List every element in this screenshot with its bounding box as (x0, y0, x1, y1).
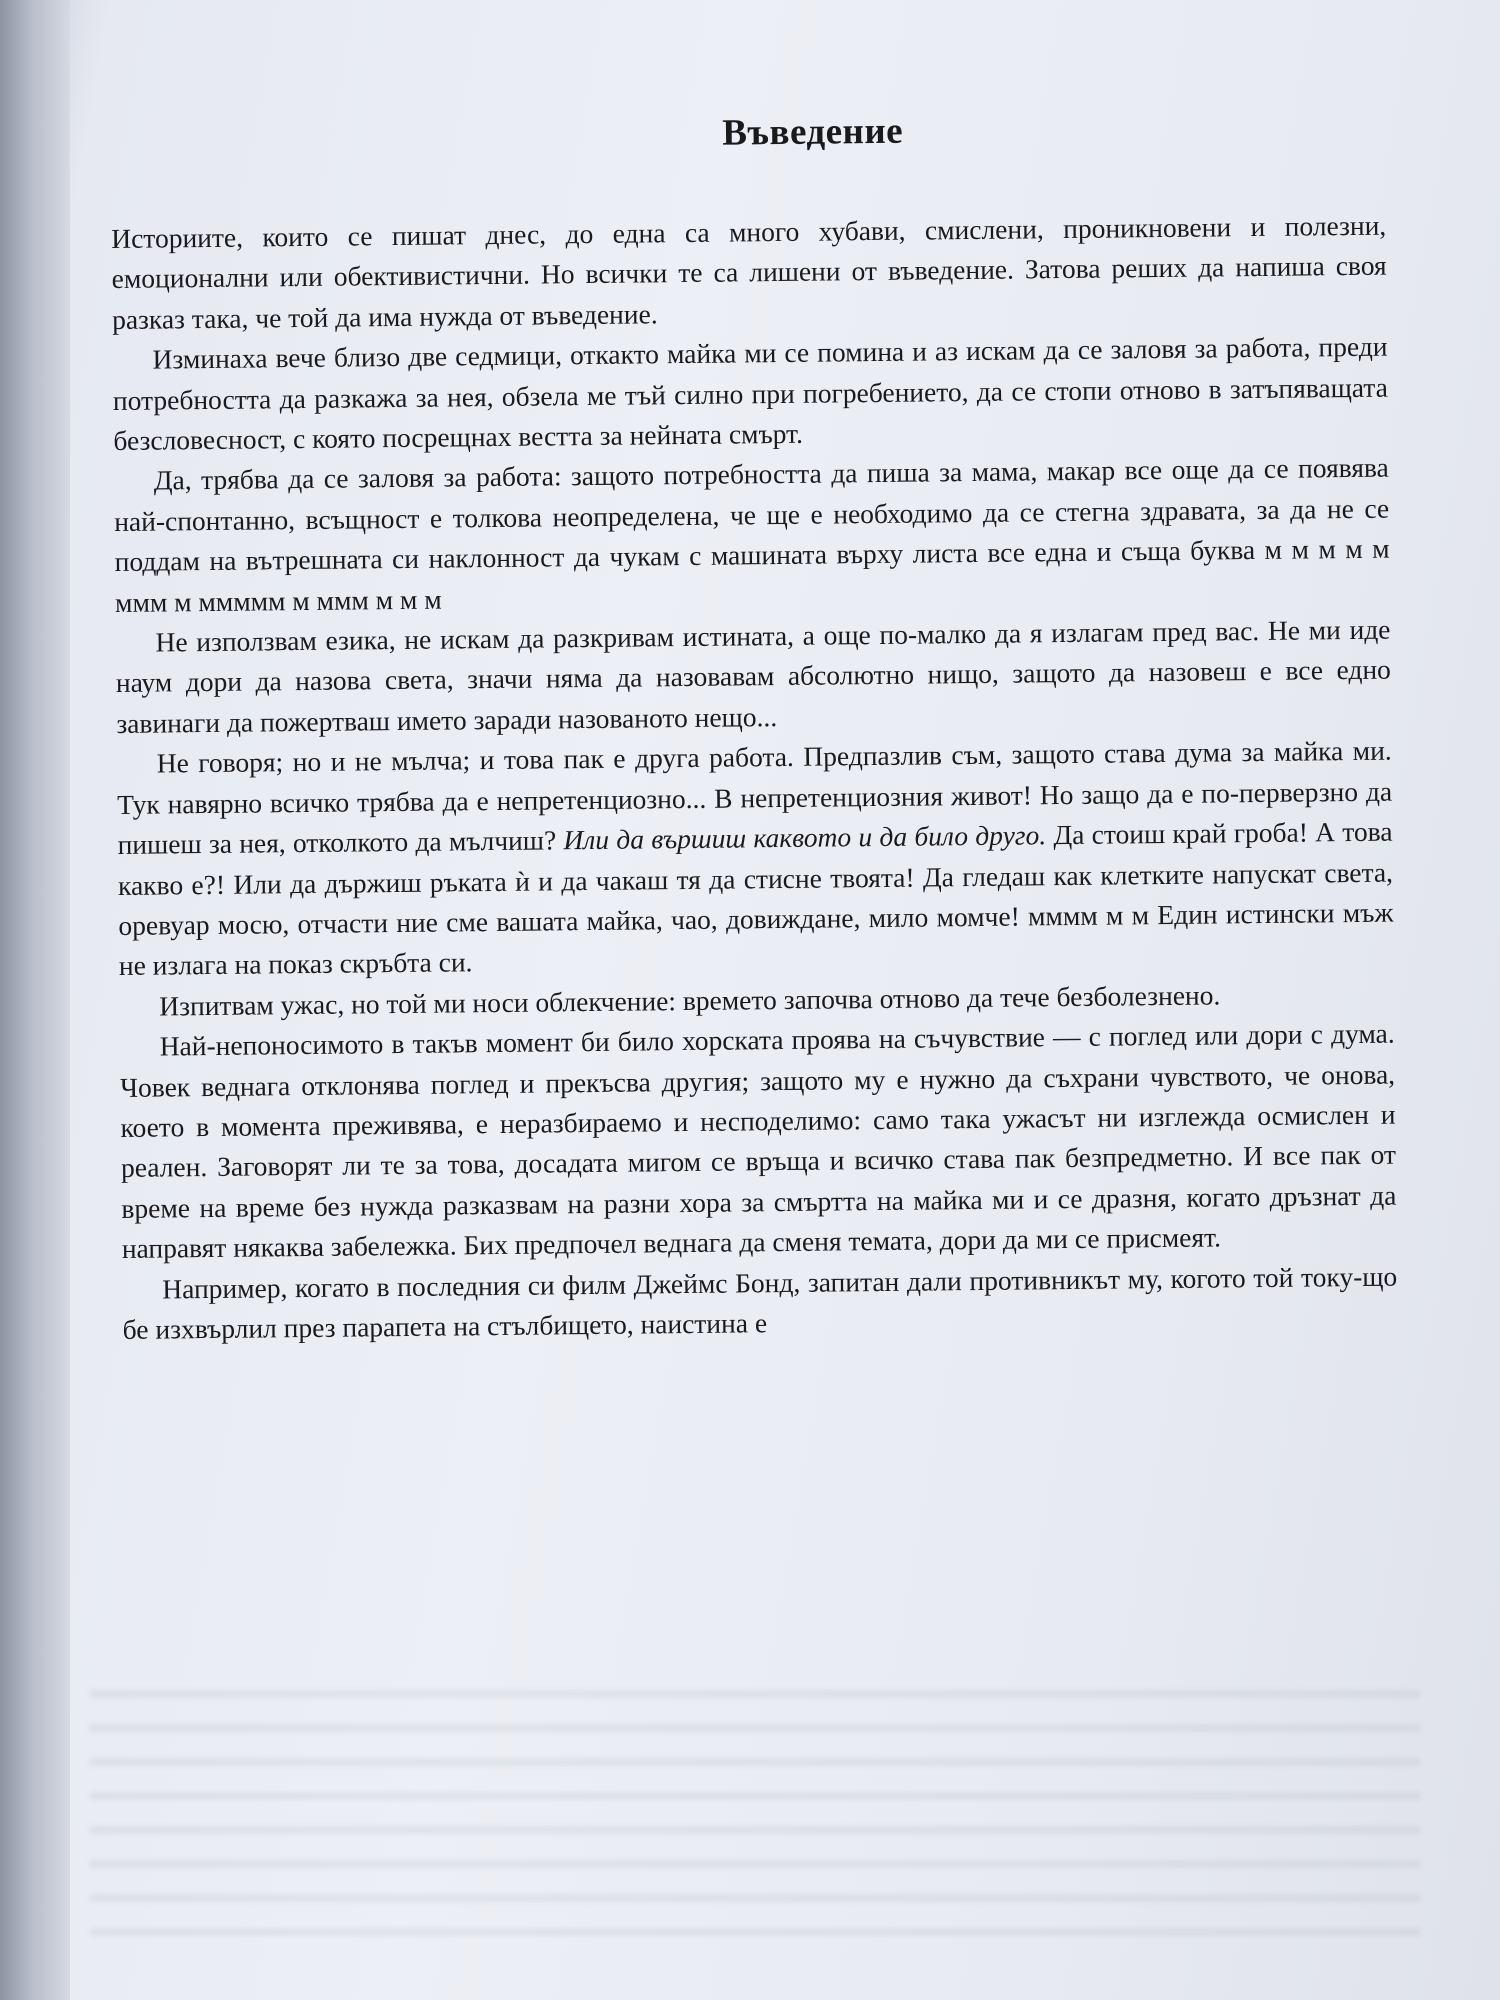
paragraph-6: Изпитвам ужас, но той ми носи облекчение: времето започва отново да тече безболезнено. (159, 979, 1221, 1022)
paragraph-2: Изминаха вече близо две седмици, откакто майка ми се помина и аз искам да се заловя за работа, преди потребността да разкажа за нея, обзела ме тъй силно при погребението, да се стопи отново в затъпяващата безсловесност, с която посрещнах вестта за нейната смърт. (112, 330, 1389, 457)
paragraph-5 (117, 731, 1394, 987)
paragraph-1: Историите, които се пишат днес, до една са много хубави, смислени, проникновени и полезни, емоционални или обективистични. Но всички те са лишени от въведение. Затова реших да напиша своя разказ така, че той да има нужда от въведение. (111, 209, 1387, 335)
paragraph-3: Да, трябва да се заловя за работа: защото потребността да пиша за мама, макар все още да се появява най-спонтанно, всъщност е толкова неопределена, че ще е необходимо да се стегна здравата, за да не се поддам на вътрешната си наклонност да чукам с машината върху листа все една и съща буква м м м м м ммм м ммммм м ммм м м м (114, 452, 1390, 618)
paragraph-5-text-a: Не говоря; но и не мълча; и това пак е друга работа. Предпазлив съм, защото става дума за майка ми. Тук навярно всичко трябва да е непретенциозно... В непретенциозния живот! Но защо да е по-перверзно да пишеш за нея, отколкото да мълчиш? (117, 734, 1393, 861)
paragraph-4: Не използвам езика, не искам да разкривам истината, а още по-малко да я излагам пред вас. Не ми иде наум дори да назова света, значи няма да назовавам абсолютно нищо, защото да назовеш е все едно завинаги да пожертваш името заради назованото нещо... (115, 613, 1392, 739)
page-gutter-shadow (0, 0, 70, 2000)
paragraph-7: Най-непоносимото в такъв момент би било хорската проява на съчувствие — с поглед или дори с дума. Човек веднага отклонява поглед и прекъсва другия; защото му е нужно да съхрани чувството, че онова, което в момента преживява, е неразбираемо и несподелимо: само така ужасът ни изглежда осмислен и реален. Заговорят ли те за това, досадата мигом се връща и всичко става пак безпредметно. И все пак от време на време без нужда разказвам на разни хора за смъртта на майка ми и се дразня, когато дръзнат да направят някаква забележка. Бих предпочел веднага да сменя темата, дори да ми се присмеят. (119, 1017, 1397, 1265)
paragraph-5-italic: Или да вършиш каквото и да било друго. (563, 819, 1047, 856)
paragraph-8: Например, когато в последния си филм Джеймс Бонд, запитан дали противникът му, когото той току-що бе изхвърлил през парапета на стълбището, наистина е (122, 1260, 1398, 1345)
paragraph-5-text-b: Да стоиш край гроба! А това какво е?! Или да държиш ръката ѝ и да чакаш тя да стисне твоята! Да гледаш как клетките напускат света, оревуар мосю, отчасти ние сме вашата майка, чао, довиждане, мило момче! мммм м м Един истински мъж не излага на показ скръбта си. (117, 815, 1394, 982)
chapter-text (110, 105, 1398, 1351)
bleed-through-text (90, 1690, 1420, 1940)
chapter-title: Въведение (722, 110, 904, 154)
